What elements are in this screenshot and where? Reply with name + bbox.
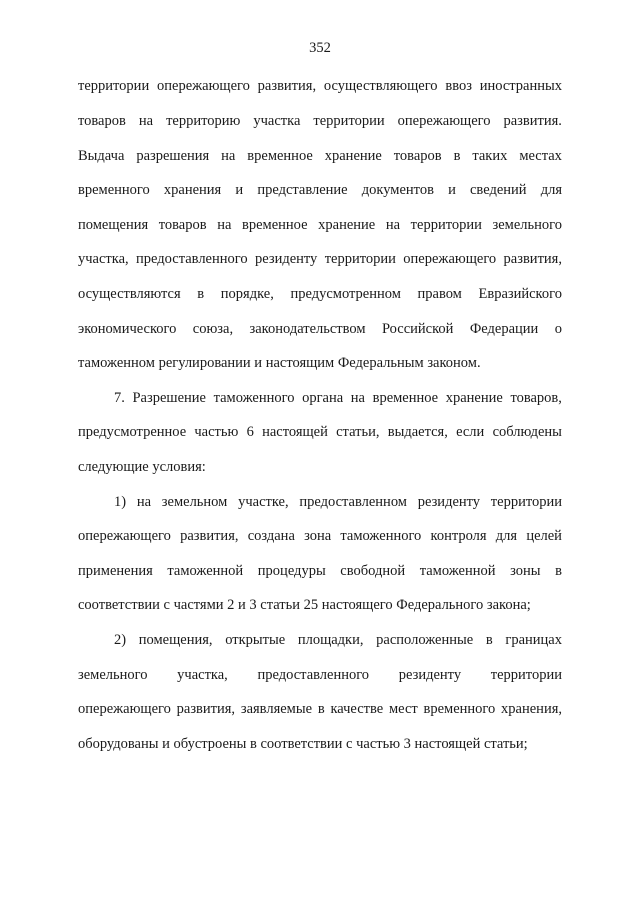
word: развития, [257,78,317,94]
word: таможенного [340,528,422,544]
word: таких [472,148,508,164]
text-line [78,562,562,580]
word: предоставленного [257,667,370,683]
text-line [114,389,562,407]
word: законодательством [249,321,366,337]
word: таможенного [213,390,295,406]
word: предоставленном [299,494,407,510]
word: территории [490,667,562,683]
text-line [78,181,562,199]
word: качестве [330,701,384,717]
word: временного [423,701,496,717]
word: опережающего [403,251,497,267]
word: осуществляются [78,286,181,302]
word: местах [519,148,562,164]
word: на [136,494,152,510]
word: 1) [114,494,127,510]
word: опережающего [78,528,171,544]
word: предусмотренном [290,286,401,302]
word: статьи, [336,424,380,440]
text-line [114,631,562,649]
word: товаров [78,113,126,129]
word: Евразийского [478,286,562,302]
word: резиденту [398,667,462,683]
text-line [78,666,562,684]
word: участка, [78,251,129,267]
word: частью [194,424,239,440]
word: помещения, [138,632,213,648]
word: опережающего [78,701,171,717]
word: Российской [381,321,454,337]
word: территорию [166,113,241,129]
text-line [78,77,562,95]
word: товаров, [510,390,562,406]
text-line: соответствии с частями 2 и 3 статьи 25 настоящего Федерального закона; [78,597,531,613]
word: 7. [114,390,125,406]
word: в [317,701,325,717]
word: экономического [78,321,177,337]
word: на [385,217,401,233]
word: опережающего [157,78,250,94]
word: хранение [324,148,382,164]
text-line [114,493,562,511]
word: 2) [114,632,127,648]
word: представление [257,182,348,198]
word: предусмотренное [78,424,187,440]
word: участке, [238,494,289,510]
word: временное [372,390,439,406]
word: земельного [492,217,562,233]
word: таможенной [167,563,244,579]
word: Разрешение [132,390,206,406]
word: товаров [393,148,442,164]
word: временного [78,182,150,198]
word: территории [490,494,562,510]
word: если [456,424,485,440]
word: на [217,217,232,233]
word: ввоз [445,78,472,94]
word: территории [313,113,385,129]
word: иностранных [479,78,562,94]
word: выдается, [387,424,448,440]
text-line [78,423,562,441]
word: открытые [225,632,286,648]
word: временное [247,148,313,164]
text-line [78,147,562,165]
word: в [485,632,493,648]
word: участка [253,113,301,129]
word: развития. [503,113,562,129]
page-number: 352 [309,40,331,56]
word: развития, [503,251,562,267]
word: разрешения [136,148,210,164]
word: участка, [177,667,228,683]
word: органа [302,390,344,406]
word: предоставленного [136,251,248,267]
word: таможенной [419,563,496,579]
word: и [235,182,244,198]
word: документов [361,182,434,198]
word: контроля [430,528,487,544]
text-line: оборудованы и обустроены в соответствии с частью 3 настоящей статьи; [78,736,528,752]
word: территории [78,78,150,94]
word: хранения [163,182,222,198]
word: хранение [445,390,503,406]
word: в [453,148,461,164]
word: земельного [78,667,148,683]
word: для [495,528,518,544]
word: о [554,321,562,337]
word: на [221,148,236,164]
word: резиденту [417,494,481,510]
word: 6 [246,424,254,440]
word: территории [324,251,396,267]
text-line [78,320,562,338]
word: применения [78,563,153,579]
word: создана [247,528,295,544]
word: территории [410,217,482,233]
word: союза, [192,321,234,337]
text-line [78,250,562,268]
word: временное [242,217,308,233]
text-line: таможенном регулировании и настоящим Федеральным законом. [78,355,481,371]
word: настоящей [262,424,328,440]
word: развития, [176,701,236,717]
word: порядке, [220,286,274,302]
word: зона [304,528,332,544]
word: процедуры [257,563,326,579]
text-line [78,216,562,234]
word: помещения [78,217,149,233]
word: свободной [340,563,406,579]
text-line [78,527,562,545]
word: опережающего [397,113,491,129]
text-line [78,700,562,718]
word: соблюдены [492,424,562,440]
word: сведений [470,182,527,198]
word: хранения, [501,701,562,717]
word: в [197,286,205,302]
word: Федерации [469,321,539,337]
word: Выдача [78,148,125,164]
word: мест [388,701,418,717]
word: правом [417,286,462,302]
word: заявляемые [240,701,313,717]
word: и [448,182,456,198]
word: осуществляющего [323,78,438,94]
word: хранение [318,217,376,233]
word: зоны [510,563,541,579]
word: товаров [158,217,207,233]
text-line [78,285,562,303]
text-line: следующие условия: [78,459,206,475]
word: резиденту [254,251,318,267]
word: земельном [161,494,228,510]
word: на [138,113,154,129]
word: расположенные [376,632,474,648]
word: на [350,390,365,406]
text-line [78,112,562,130]
word: развития, [180,528,239,544]
word: целей [526,528,562,544]
word: границах [505,632,562,648]
word: для [540,182,562,198]
word: в [555,563,562,579]
word: площадки, [297,632,364,648]
